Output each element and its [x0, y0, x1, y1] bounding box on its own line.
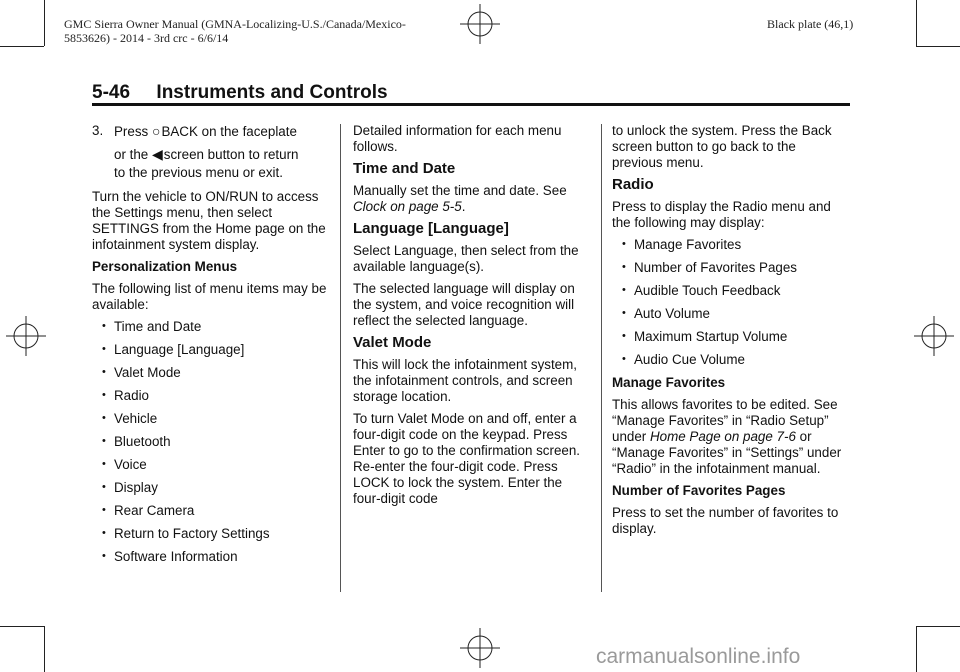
back-button-icon: ○ [151, 123, 161, 139]
step-text-or: or the [114, 147, 149, 162]
settings-access-paragraph: Turn the vehicle to ON/RUN to access the Settings menu, then select SETTINGS from the Home page on the infotainment system display. [92, 189, 326, 252]
detail-intro: Detailed information for each menu follows. [353, 123, 562, 154]
back-arrow-icon: ◀ [151, 146, 163, 162]
list-item: • Manage Favorites [612, 237, 850, 253]
manage-favorites-heading: Manage Favorites [612, 375, 726, 390]
print-header [64, 17, 406, 45]
list-item: • Maximum Startup Volume [612, 329, 850, 345]
column-1 [92, 123, 330, 572]
step-text-screen: screen button to return [163, 147, 299, 162]
registration-mark-right-icon [914, 316, 954, 356]
step-line-2 [114, 146, 330, 163]
step-3 [92, 123, 330, 181]
column-2 [353, 123, 591, 513]
plate-label: Black plate (46,1) [767, 17, 854, 31]
personalization-menus-heading: Personalization Menus [92, 259, 238, 274]
time-and-date-heading: Time and Date [353, 160, 456, 177]
crop-mark-top-right-h [916, 46, 960, 47]
number-of-favorites-paragraph: Press to set the number of favorites to display. [612, 505, 839, 536]
list-item: • Software Information [92, 549, 330, 565]
list-item: • Radio [92, 388, 330, 404]
registration-mark-left-icon [6, 316, 46, 356]
time-and-date-paragraph [353, 183, 591, 215]
step-line-1 [114, 123, 330, 140]
crop-mark-bottom-left-h [0, 626, 44, 627]
clock-page-reference: Clock on page 5-5 [353, 199, 462, 214]
list-item: • Auto Volume [612, 306, 850, 322]
list-item: • Language [Language] [92, 342, 330, 358]
language-paragraph-1: Select Language, then select from the available language(s). [353, 243, 579, 274]
column-divider-1 [340, 124, 341, 592]
crop-mark-bottom-right-h [916, 626, 960, 627]
time-and-date-text: Manually set the time and date. See [353, 183, 567, 198]
valet-mode-heading: Valet Mode [353, 334, 432, 351]
title-rule [92, 103, 850, 106]
radio-items-list [612, 237, 850, 368]
column-divider-2 [601, 124, 602, 592]
language-heading: Language [Language] [353, 220, 509, 237]
list-item: • Audio Cue Volume [612, 352, 850, 368]
list-item: • Time and Date [92, 319, 330, 335]
menu-items-list [92, 319, 330, 565]
radio-paragraph: Press to display the Radio menu and the following may display: [612, 199, 831, 230]
list-item: • Return to Factory Settings [92, 526, 330, 542]
registration-mark-top-icon [460, 4, 500, 44]
number-of-favorites-heading: Number of Favorites Pages [612, 483, 786, 498]
crop-mark-bottom-left-v [44, 626, 45, 672]
menu-list-intro: The following list of menu items may be available: [92, 281, 327, 312]
crop-mark-top-left-v [44, 0, 45, 46]
valet-mode-continued: to unlock the system. Press the Back screen button to go back to the previous menu. [612, 123, 832, 170]
valet-mode-paragraph-1: This will lock the infotainment system, the infotainment controls, and screen storage location. [353, 357, 577, 404]
list-item: • Vehicle [92, 411, 330, 427]
step-text-press: Press [114, 124, 149, 139]
crop-mark-top-right-v [916, 0, 917, 46]
registration-mark-bottom-icon [460, 628, 500, 668]
crop-mark-top-left-h [0, 46, 44, 47]
column-3 [612, 123, 850, 543]
manage-favorites-text-2: or “Manage Favorites” in “Settings” under “Radio” in the infotainment manual. [612, 429, 842, 476]
time-and-date-end: . [461, 199, 466, 214]
home-page-reference: Home Page on page 7-6 [649, 429, 796, 444]
list-item: • Display [92, 480, 330, 496]
list-item: • Audible Touch Feedback [612, 283, 850, 299]
list-item: • Voice [92, 457, 330, 473]
list-item: • Valet Mode [92, 365, 330, 381]
manage-favorites-paragraph [612, 397, 850, 477]
step-line-3: to the previous menu or exit. [114, 165, 283, 180]
print-header-line-1: GMC Sierra Owner Manual (GMNA-Localizing-U.S./Canada/Mexico- [64, 17, 406, 31]
step-text-back: BACK on the faceplate [161, 124, 297, 139]
radio-heading: Radio [612, 176, 654, 193]
crop-mark-bottom-right-v [916, 626, 917, 672]
watermark: carmanualsonline.info [596, 645, 801, 668]
valet-mode-paragraph-2: To turn Valet Mode on and off, enter a four-digit code on the keypad. Press Enter to go to the confirmation screen. Re-enter the four-digit code. Press LOCK to lock the system. Enter the four-digit code [353, 411, 581, 506]
page-title: 5-46 Instruments and Controls [92, 82, 388, 103]
step-number: 3. [92, 123, 104, 138]
list-item: • Number of Favorites Pages [612, 260, 850, 276]
list-item: • Rear Camera [92, 503, 330, 519]
manage-favorites-text: This allows favorites to be edited. See “Manage Favorites” in “Radio Setup” under [612, 397, 838, 444]
print-header-line-2: 5853626) - 2014 - 3rd crc - 6/6/14 [64, 31, 229, 45]
language-paragraph-2: The selected language will display on the system, and voice recognition will reflect the selected language. [353, 281, 575, 328]
list-item: • Bluetooth [92, 434, 330, 450]
